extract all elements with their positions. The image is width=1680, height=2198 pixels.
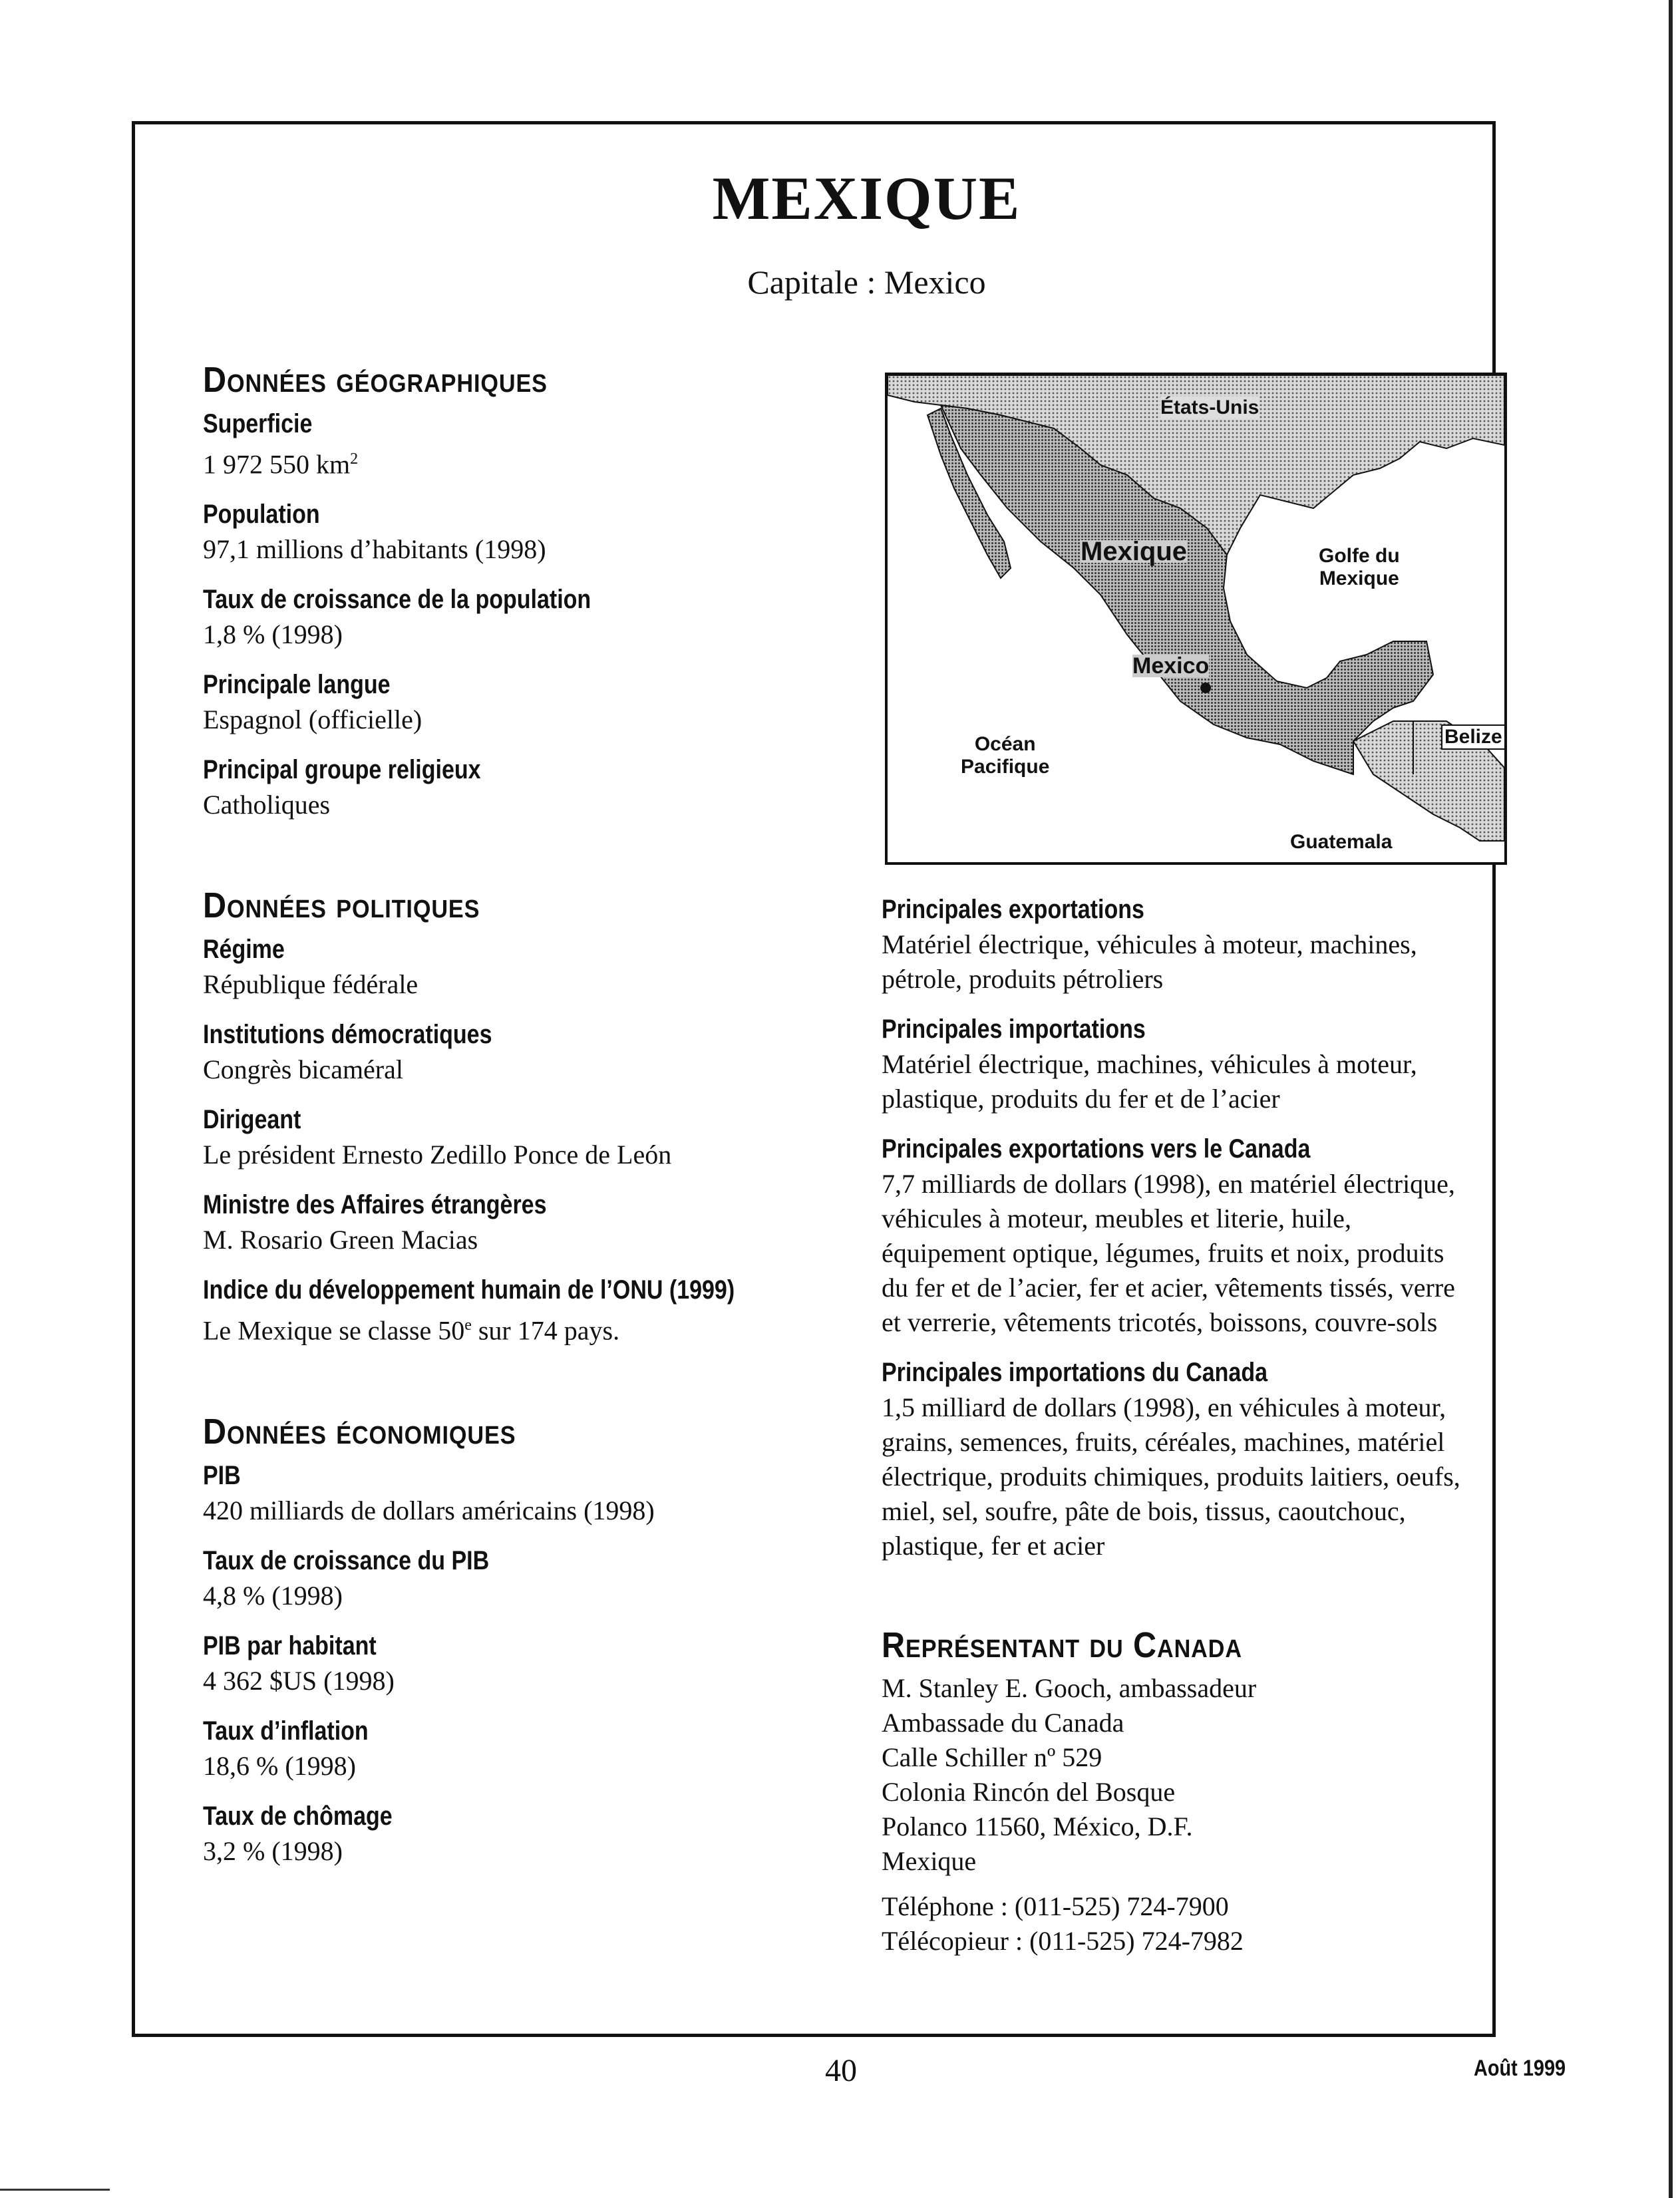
item-label: Taux de croissance du PIB (203, 1545, 490, 1575)
item-line: véhicules à moteur, meubles et literie, huile, (882, 1203, 1351, 1233)
item-label: Taux de croissance de la population (203, 585, 591, 615)
item-line: grains, semences, fruits, céréales, machines, matériel (882, 1427, 1445, 1457)
item-line: électrique, produits chimiques, produits laitiers, oeufs, (882, 1462, 1460, 1492)
geo-item (203, 667, 868, 737)
politics-item (203, 931, 868, 1002)
item-line: Matériel électrique, machines, véhicules à moteur, (882, 1049, 1417, 1079)
item-line: plastique, produits du fer et de l’acier (882, 1084, 1280, 1114)
page-title: MEXIQUE (712, 164, 1021, 232)
page-number: 40 (825, 2053, 857, 2088)
politics-item (203, 1102, 868, 1172)
item-label: Institutions démocratiques (203, 1020, 492, 1050)
geo-item (203, 406, 868, 482)
rep-line: Mexique (882, 1846, 977, 1876)
scan-edge (1669, 0, 1673, 2198)
section-heading-politics: Données politiques (203, 885, 480, 926)
item-line: pétrole, produits pétroliers (882, 964, 1164, 994)
item-label: Indice du développement humain de l’ONU (1999) (203, 1275, 735, 1305)
rep-line: M. Stanley E. Gooch, ambassadeur (882, 1673, 1257, 1703)
left-column (203, 359, 868, 1883)
item-label: PIB par habitant (203, 1631, 377, 1660)
item-line: et verrerie, vêtements tricotés, boissons, couvre-sols (882, 1307, 1438, 1337)
politics-item (203, 1017, 868, 1087)
item-value: 1 972 550 $km^2$ (203, 449, 359, 480)
item-value: 4,8 % (1998) (203, 1580, 343, 1611)
item-label: Principal groupe religieux (203, 755, 481, 785)
map-label-ocean: Océan Pacifique (961, 733, 1050, 778)
trade-item (882, 1011, 1534, 1116)
map-label-usa: États-Unis (1160, 396, 1260, 418)
item-line: 1,5 milliard de dollars (1998), en véhicules à moteur, (882, 1392, 1446, 1422)
rep-line: Colonia Rincón del Bosque (882, 1777, 1176, 1807)
item-label: Population (203, 500, 320, 530)
geo-item (203, 581, 868, 652)
item-label: Principale langue (203, 670, 391, 700)
economy-item (203, 1798, 868, 1869)
map-label-capital: Mexico (1132, 653, 1210, 679)
item-label: PIB (203, 1460, 241, 1490)
item-line: Matériel électrique, véhicules à moteur, machines, (882, 929, 1417, 959)
rep-phone: Téléphone : (011-525) 724-7900 (882, 1891, 1229, 1921)
item-line: du fer et de l’acier, fer et acier, vêtements tissés, verre (882, 1273, 1455, 1303)
item-value: Congrès bicaméral (203, 1054, 403, 1085)
trade-item (882, 1131, 1534, 1340)
map-drawing (888, 375, 1504, 862)
item-label: Régime (203, 935, 285, 965)
politics-item (203, 1187, 868, 1257)
item-label: Taux de chômage (203, 1801, 393, 1831)
item-value: 97,1 millions d’habitants (1998) (203, 534, 546, 565)
footer-date: Août 1999 (1474, 2056, 1566, 2081)
section-heading-economy: Données économiques (203, 1411, 516, 1452)
capital-dot (1200, 683, 1211, 693)
map-label-mexico: Mexique (1081, 537, 1188, 566)
item-value: 18,6 % (1998) (203, 1750, 356, 1781)
item-value: 1,8 % (1998) (203, 619, 343, 650)
politics-item (203, 1272, 868, 1348)
item-value: 3,2 % (1998) (203, 1835, 343, 1866)
geo-item (203, 496, 868, 567)
item-value: M. Rosario Green Macias (203, 1225, 478, 1255)
item-label: Superficie (203, 409, 313, 438)
item-line: miel, sel, soufre, pâte de bois, tissus, caoutchouc, (882, 1496, 1406, 1526)
item-line: 7,7 milliards de dollars (1998), en matériel électrique, (882, 1169, 1455, 1199)
rep-fax: Télécopieur : (011-525) 724-7982 (882, 1926, 1244, 1956)
capital-line: Capitale : Mexico (747, 263, 986, 301)
item-label: Dirigeant (203, 1105, 301, 1135)
economy-item (203, 1458, 868, 1528)
map-label-gulf: Golfe du Mexique (1319, 545, 1400, 589)
scan-mark (0, 2189, 110, 2191)
map-label-guatemala: Guatemala (1290, 831, 1393, 853)
economy-item (203, 1713, 868, 1784)
trade-item (882, 1354, 1534, 1563)
item-value: République fédérale (203, 969, 419, 1000)
item-label: Ministre des Affaires étrangères (203, 1190, 547, 1220)
rep-line: Ambassade du Canada (882, 1708, 1124, 1738)
item-value: Espagnol (officielle) (203, 705, 422, 735)
section-heading-rep: Représentant du Canada (882, 1625, 1242, 1665)
map-label-belize: Belize (1441, 724, 1506, 750)
economy-item (203, 1628, 868, 1698)
trade-item (882, 891, 1534, 997)
item-label: Taux d’inflation (203, 1716, 369, 1746)
item-value: Le président Ernesto Zedillo Ponce de León (203, 1140, 672, 1170)
item-value: 4 362 $US (1998) (203, 1665, 395, 1696)
rep-line: Polanco 11560, México, D.F. (882, 1811, 1193, 1841)
right-column (882, 891, 1534, 1959)
item-value: 420 milliards de dollars américains (1998) (203, 1495, 655, 1525)
item-label: Principales exportations vers le Canada (882, 1134, 1311, 1164)
item-line: équipement optique, légumes, fruits et noix, produits (882, 1238, 1444, 1268)
item-label: Principales importations (882, 1015, 1146, 1044)
item-label: Principales exportations (882, 895, 1144, 924)
item-line: plastique, fer et acier (882, 1531, 1105, 1561)
item-label: Principales importations du Canada (882, 1358, 1268, 1387)
item-value: Le Mexique se classe 50e sur 174 pays. (203, 1315, 620, 1346)
item-value: Catholiques (203, 790, 331, 820)
economy-item (203, 1543, 868, 1613)
rep-line: Calle Schiller nº 529 (882, 1742, 1102, 1772)
section-heading-geo: Données géographiques (203, 360, 548, 400)
map-figure (885, 373, 1507, 865)
geo-item (203, 752, 868, 822)
